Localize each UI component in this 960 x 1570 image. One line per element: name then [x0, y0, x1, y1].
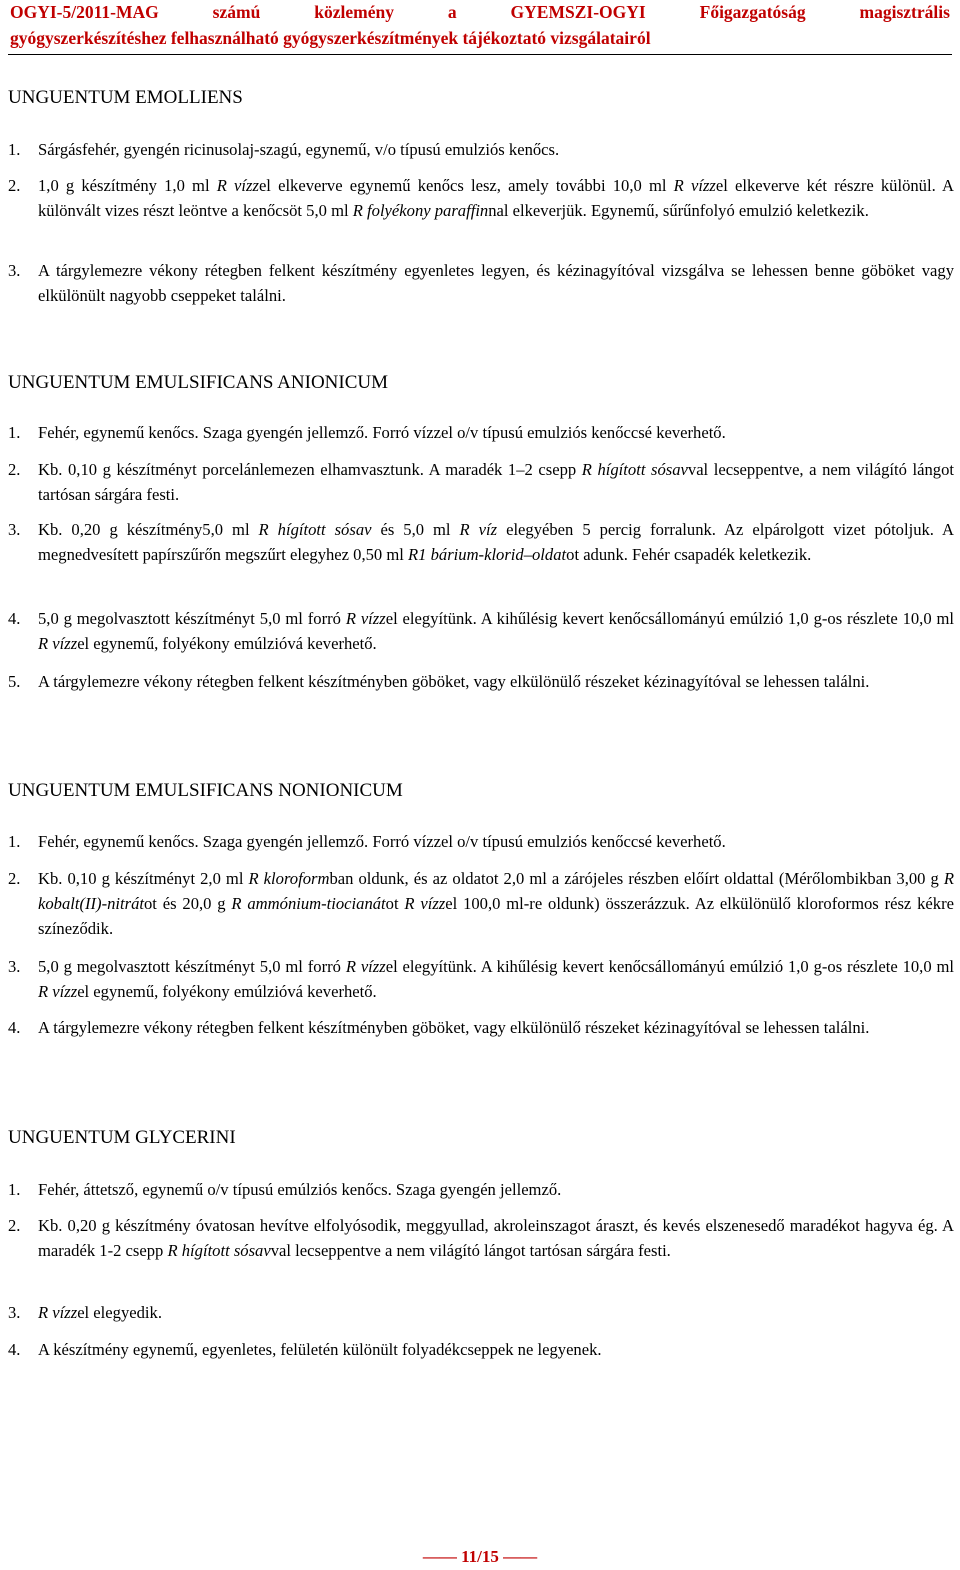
list-item [8, 669, 954, 694]
footer-dash: —— [422, 1547, 462, 1566]
header-line-2: gyógyszerkészítéshez felhasználható gyógyszerkészítmények tájékoztató vizsgálatairól [10, 28, 651, 48]
item-number: 4. [8, 609, 21, 628]
item-number: 3. [8, 520, 21, 539]
item-text: 5,0 g megolvasztott készítményt 5,0 ml forró R vízzel elegyítünk. A kihűlésig kevert kenőcsállományú emúlzió 1,0 g-os részlete 10,0 ml R vízzel egynemű, folyékony emúlzióvá keverhető. [38, 957, 954, 1001]
list-item [8, 1300, 954, 1325]
list-item [8, 829, 954, 854]
list-item [8, 517, 954, 567]
item-text: A tárgylemezre vékony rétegben felkent készítményben göböket, vagy elkülönülő részeket kézinagyítóval se lehessen találni. [38, 1018, 870, 1037]
page-number [0, 1546, 960, 1568]
header-line-1 [10, 1, 950, 23]
item-number: 1. [8, 423, 21, 442]
footer-dash: —— [498, 1547, 538, 1566]
item-text: Sárgásfehér, gyengén ricinusolaj-szagú, egynemű, v/o típusú emulziós kenőcs. [38, 140, 560, 159]
item-text: Kb. 0,10 g készítményt porcelánlemezen elhamvasztunk. A maradék 1–2 csepp R hígított sósavval lecseppentve, a nem világító lángot tartósan sárgára festi. [38, 460, 955, 504]
item-number: 1. [8, 832, 21, 851]
item-text: Fehér, egynemű kenőcs. Szaga gyengén jellemző. Forró vízzel o/v típusú emulziós kenőccsé keverhető. [38, 423, 726, 442]
section-title: UNGUENTUM GLYCERINI [8, 1127, 236, 1148]
page-number-text: 11/15 [461, 1547, 499, 1566]
list-item [8, 1177, 954, 1202]
item-number: 3. [8, 957, 21, 976]
list-item [8, 137, 954, 162]
list-item [8, 258, 954, 308]
item-text: Fehér, egynemű kenőcs. Szaga gyengén jellemző. Forró vízzel o/v típusú emulziós kenőccsé keverhető. [38, 832, 726, 851]
header-word: magisztrális [859, 2, 950, 22]
item-number: 1. [8, 140, 21, 159]
list-item [8, 1337, 954, 1362]
section-title: UNGUENTUM EMULSIFICANS NONIONICUM [8, 780, 403, 801]
item-text: Kb. 0,10 g készítményt 2,0 ml R kloroformban oldunk, és az oldatot 2,0 ml a zárójeles részben előírt oldattal (Mérőlombikban 3,00 g R kobalt(II)-nitrátot és 20,0 g R ammónium-tiocianátot R vízzel 100,0 ml-re oldunk) összerázzuk. Az elkülönülő kloroformos rész kékre színeződik. [38, 869, 954, 938]
item-number: 2. [8, 869, 21, 888]
item-text: A tárgylemezre vékony rétegben felkent készítmény egyenletes legyen, és kézinagyítóval vizsgálva se lehessen benne göböket vagy elkülönült nagyobb cseppeket találni. [38, 261, 954, 305]
section-title: UNGUENTUM EMOLLIENS [8, 87, 243, 108]
item-text: R vízzel elegyedik. [38, 1303, 162, 1322]
item-number: 3. [8, 1303, 21, 1322]
header-divider [8, 54, 952, 55]
list-item [8, 173, 954, 223]
item-text: 1,0 g készítmény 1,0 ml R vízzel elkeverve egynemű kenőcs lesz, amely további 10,0 ml R vízzel elkeverve két részre különül. A különvált vizes részt leöntve a kenőcsöt 5,0 ml R folyékony paraffinnal elkeverjük. Egynemű, sűrűnfolyó emulzió keletkezik. [38, 176, 954, 220]
item-text: A készítmény egynemű, egyenletes, felületén különült folyadékcseppek ne legyenek. [38, 1340, 602, 1359]
list-item [8, 1213, 954, 1263]
header-word: Főigazgatóság [699, 2, 806, 22]
list-item [8, 606, 954, 656]
list-item [8, 457, 954, 507]
item-text: A tárgylemezre vékony rétegben felkent készítményben göböket, vagy elkülönülő részeket kézinagyítóval se lehessen találni. [38, 672, 870, 691]
list-item [8, 866, 954, 941]
item-number: 1. [8, 1180, 21, 1199]
item-number: 2. [8, 176, 21, 195]
item-text: Kb. 0,20 g készítmény óvatosan hevítve elfolyósodik, meggyullad, akroleinszagot áraszt, és kevés elszenesedő maradékot hagyva ég. A maradék 1-2 csepp R hígított sósavval lecseppentve a nem világító lángot tartósan sárgára festi. [38, 1216, 954, 1260]
item-number: 2. [8, 1216, 21, 1235]
item-number: 4. [8, 1018, 21, 1037]
list-item [8, 1015, 954, 1040]
item-number: 5. [8, 672, 21, 691]
header-word: GYEMSZI-OGYI [510, 2, 646, 22]
item-number: 2. [8, 460, 21, 479]
item-text: 5,0 g megolvasztott készítményt 5,0 ml forró R vízzel elegyítünk. A kihűlésig kevert kenőcsállományú emúlzió 1,0 g-os részlete 10,0 ml R vízzel egynemű, folyékony emúlzióvá keverhető. [38, 609, 954, 653]
section-title: UNGUENTUM EMULSIFICANS ANIONICUM [8, 372, 389, 393]
item-text: Fehér, áttetsző, egynemű o/v típusú emúlziós kenőcs. Szaga gyengén jellemző. [38, 1180, 562, 1199]
header-word: OGYI-5/2011-MAG [10, 2, 159, 22]
header-word: a [447, 2, 457, 22]
item-number: 3. [8, 261, 21, 280]
list-item [8, 420, 954, 445]
header-word: számú [212, 2, 261, 22]
header-word: közlemény [314, 2, 394, 22]
item-number: 4. [8, 1340, 21, 1359]
list-item [8, 954, 954, 1004]
item-text: Kb. 0,20 g készítmény5,0 ml R hígított sósav és 5,0 ml R víz elegyében 5 percig forralunk. Az elpárolgott vizet pótoljuk. A megnedvesített papírszűrőn megszűrt elegyhez 0,50 ml R1 bárium-klorid–oldatot adunk. Fehér csapadék keletkezik. [38, 520, 954, 564]
